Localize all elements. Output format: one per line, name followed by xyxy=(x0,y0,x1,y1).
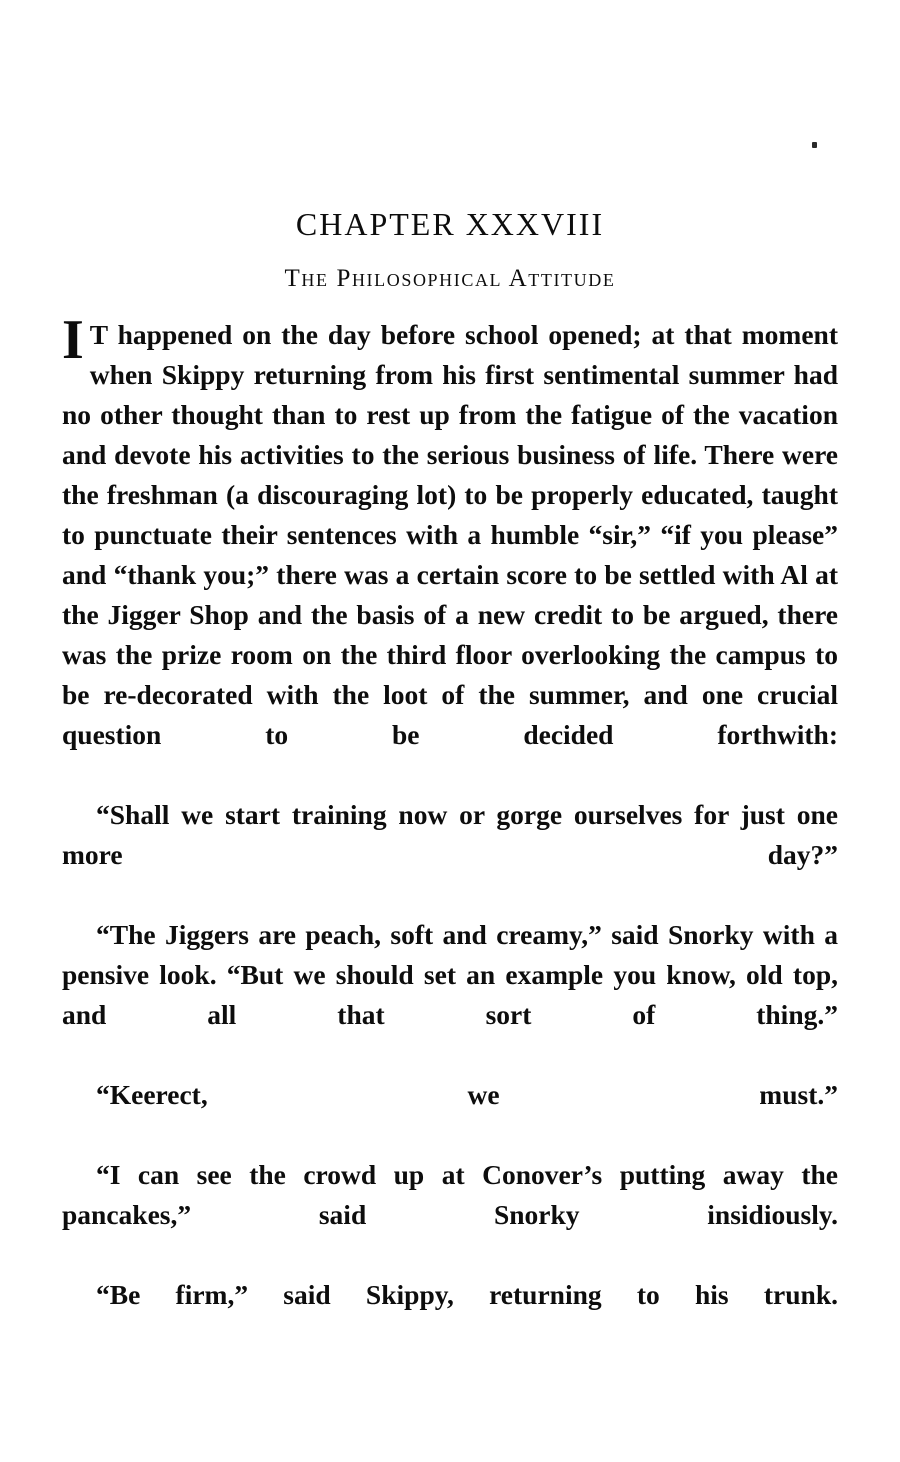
paragraph-4 xyxy=(62,1075,838,1155)
drop-cap: I xyxy=(62,309,84,371)
paragraph-5-text: “I can see the crowd up at Conover’s putting away the pancakes,” said Snorky insidiously. xyxy=(62,1159,838,1230)
paragraph-3 xyxy=(62,915,838,1075)
body-text xyxy=(62,309,838,1355)
paragraph-1-text: T happened on the day before school opened; at that moment when Skippy returning from his first sentimental summer had no other thought than to rest up from the fatigue of the vacation and devote his activities to the serious business of life. There were the freshman (a discouraging lot) to be properly educated, taught to punctuate their sentences with a humble “sir,” “if you please” and “thank you;” there was a certain score to be settled with Al at the Jigger Shop and the basis of a new credit to be argued, there was the prize room on the third floor overlooking the campus to be re-decorated with the loot of the summer, and one crucial question to be decided forthwith: xyxy=(62,319,838,750)
chapter-title-heading: The Philosophical Attitude xyxy=(284,265,616,292)
paragraph-6-text: “Be firm,” said Skippy, returning to his trunk. xyxy=(96,1279,838,1310)
paragraph-2-text: “Shall we start training now or gorge ourselves for just one more day?” xyxy=(62,799,838,870)
print-speck-mark xyxy=(812,142,817,148)
paragraph-4-text: “Keerect, we must.” xyxy=(96,1079,838,1110)
paragraph-1 xyxy=(62,309,838,795)
page-text-block xyxy=(62,196,838,1355)
paragraph-6 xyxy=(62,1275,838,1355)
chapter-number-heading: CHAPTER XXXVIII xyxy=(295,206,605,242)
paragraph-3-text: “The Jiggers are peach, soft and creamy,” said Snorky with a pensive look. “But we should set an example you know, old top, and all that sort of thing.” xyxy=(62,919,838,1030)
paragraph-5 xyxy=(62,1155,838,1275)
paragraph-2 xyxy=(62,795,838,915)
